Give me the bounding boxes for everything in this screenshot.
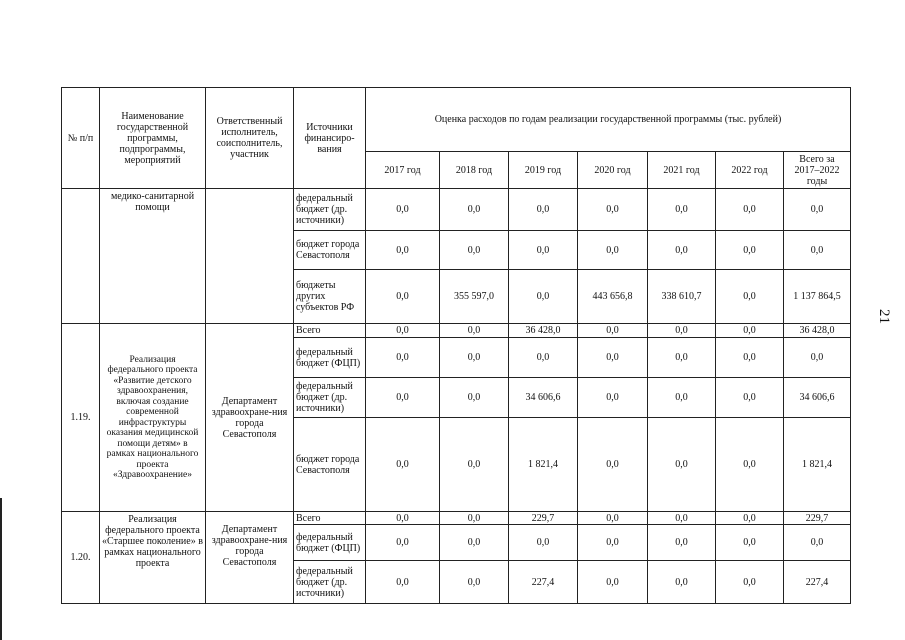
row-value: 0,0 (716, 270, 784, 324)
row-num: 1.19. (62, 324, 100, 512)
row-value: 0,0 (716, 418, 784, 512)
row-value: 0,0 (578, 561, 648, 604)
row-source: федеральный бюджет (ФЦП) (294, 525, 366, 561)
row-value: 0,0 (440, 231, 509, 270)
row-source: бюджет города Севастополя (294, 231, 366, 270)
row-value: 0,0 (509, 338, 578, 378)
row-executor: Департамент здравоохране-ния города Севастополя (206, 512, 294, 604)
row-value: 0,0 (366, 525, 440, 561)
row-value: 0,0 (716, 512, 784, 525)
row-value: 338 610,7 (648, 270, 716, 324)
table-row (62, 189, 851, 231)
row-value: 0,0 (648, 338, 716, 378)
row-value: 0,0 (440, 525, 509, 561)
row-total: 229,7 (784, 512, 851, 525)
row-value: 0,0 (440, 561, 509, 604)
row-value: 0,0 (578, 378, 648, 418)
row-value: 0,0 (366, 561, 440, 604)
header-total: Всего за 2017–2022 годы (784, 152, 851, 189)
row-value: 0,0 (648, 561, 716, 604)
row-source: бюджеты других субъектов РФ (294, 270, 366, 324)
row-total: 0,0 (784, 525, 851, 561)
row-num (62, 189, 100, 324)
budget-table (61, 87, 851, 604)
row-total: 34 606,6 (784, 378, 851, 418)
row-value: 1 821,4 (509, 418, 578, 512)
row-executor (206, 189, 294, 324)
row-value: 0,0 (440, 418, 509, 512)
row-source: федеральный бюджет (др. источники) (294, 378, 366, 418)
row-total: 227,4 (784, 561, 851, 604)
row-value: 0,0 (366, 189, 440, 231)
row-source: Всего (294, 324, 366, 338)
row-value: 0,0 (716, 324, 784, 338)
header-executor: Ответственный исполнитель, соисполнитель, участник (206, 88, 294, 189)
header-year: 2021 год (648, 152, 716, 189)
row-value: 0,0 (509, 525, 578, 561)
header-name: Наименование государственной программы, подпрограммы, мероприятий (100, 88, 206, 189)
table-row (62, 512, 851, 525)
row-value: 0,0 (578, 231, 648, 270)
row-value: 0,0 (716, 378, 784, 418)
row-source: Всего (294, 512, 366, 525)
header-year: 2020 год (578, 152, 648, 189)
row-value: 0,0 (578, 418, 648, 512)
row-value: 0,0 (648, 231, 716, 270)
row-value: 0,0 (648, 189, 716, 231)
row-value: 355 597,0 (440, 270, 509, 324)
row-value: 0,0 (578, 512, 648, 525)
row-value: 0,0 (716, 189, 784, 231)
row-value: 0,0 (648, 512, 716, 525)
row-value: 0,0 (648, 324, 716, 338)
page-number: 21 (876, 309, 892, 324)
row-value: 36 428,0 (509, 324, 578, 338)
row-name: Реализация федерального проекта «Старшее поколение» в рамках национального проекта (100, 512, 206, 604)
row-value: 227,4 (509, 561, 578, 604)
row-value: 0,0 (509, 189, 578, 231)
row-value: 34 606,6 (509, 378, 578, 418)
row-value: 0,0 (578, 525, 648, 561)
row-value: 0,0 (366, 270, 440, 324)
row-num: 1.20. (62, 512, 100, 604)
row-value: 0,0 (440, 324, 509, 338)
row-total: 36 428,0 (784, 324, 851, 338)
row-total: 0,0 (784, 231, 851, 270)
row-value: 0,0 (578, 338, 648, 378)
row-value: 0,0 (366, 418, 440, 512)
row-name: Реализация федерального проекта «Развитие детского здравоохранения, включая создание современной инфраструктуры оказания медицинской помощи детям» в рамках национального проекта «Здравоохранение» (100, 324, 206, 512)
row-value: 0,0 (366, 378, 440, 418)
header-year: 2022 год (716, 152, 784, 189)
table-row (62, 324, 851, 338)
row-value: 0,0 (366, 338, 440, 378)
row-source: бюджет города Севастополя (294, 418, 366, 512)
header-estimate: Оценка расходов по годам реализации государственной программы (тыс. рублей) (366, 88, 851, 152)
scan-edge-mark (0, 498, 2, 640)
row-source: федеральный бюджет (ФЦП) (294, 338, 366, 378)
row-value: 0,0 (440, 378, 509, 418)
row-total: 1 821,4 (784, 418, 851, 512)
row-value: 0,0 (366, 324, 440, 338)
row-source: федеральный бюджет (др. источники) (294, 189, 366, 231)
row-value: 0,0 (716, 338, 784, 378)
row-value: 229,7 (509, 512, 578, 525)
row-total: 0,0 (784, 338, 851, 378)
row-executor: Департамент здравоохране-ния города Севастополя (206, 324, 294, 512)
row-value: 0,0 (509, 270, 578, 324)
row-value: 0,0 (366, 231, 440, 270)
row-total: 1 137 864,5 (784, 270, 851, 324)
row-value: 0,0 (440, 189, 509, 231)
header-year: 2019 год (509, 152, 578, 189)
row-value: 0,0 (716, 231, 784, 270)
row-value: 0,0 (440, 338, 509, 378)
row-name: медико-санитарной помощи (100, 189, 206, 324)
row-total: 0,0 (784, 189, 851, 231)
row-value: 0,0 (509, 231, 578, 270)
row-value: 0,0 (648, 378, 716, 418)
row-value: 0,0 (716, 525, 784, 561)
row-value: 0,0 (578, 324, 648, 338)
row-value: 0,0 (716, 561, 784, 604)
row-value: 0,0 (648, 418, 716, 512)
row-value: 0,0 (440, 512, 509, 525)
header-num: № п/п (62, 88, 100, 189)
row-value: 0,0 (648, 525, 716, 561)
header-source: Источники финансиро-вания (294, 88, 366, 189)
row-value: 0,0 (578, 189, 648, 231)
header-row-1 (62, 88, 851, 152)
row-value: 0,0 (366, 512, 440, 525)
header-year: 2017 год (366, 152, 440, 189)
header-year: 2018 год (440, 152, 509, 189)
row-source: федеральный бюджет (др. источники) (294, 561, 366, 604)
row-value: 443 656,8 (578, 270, 648, 324)
